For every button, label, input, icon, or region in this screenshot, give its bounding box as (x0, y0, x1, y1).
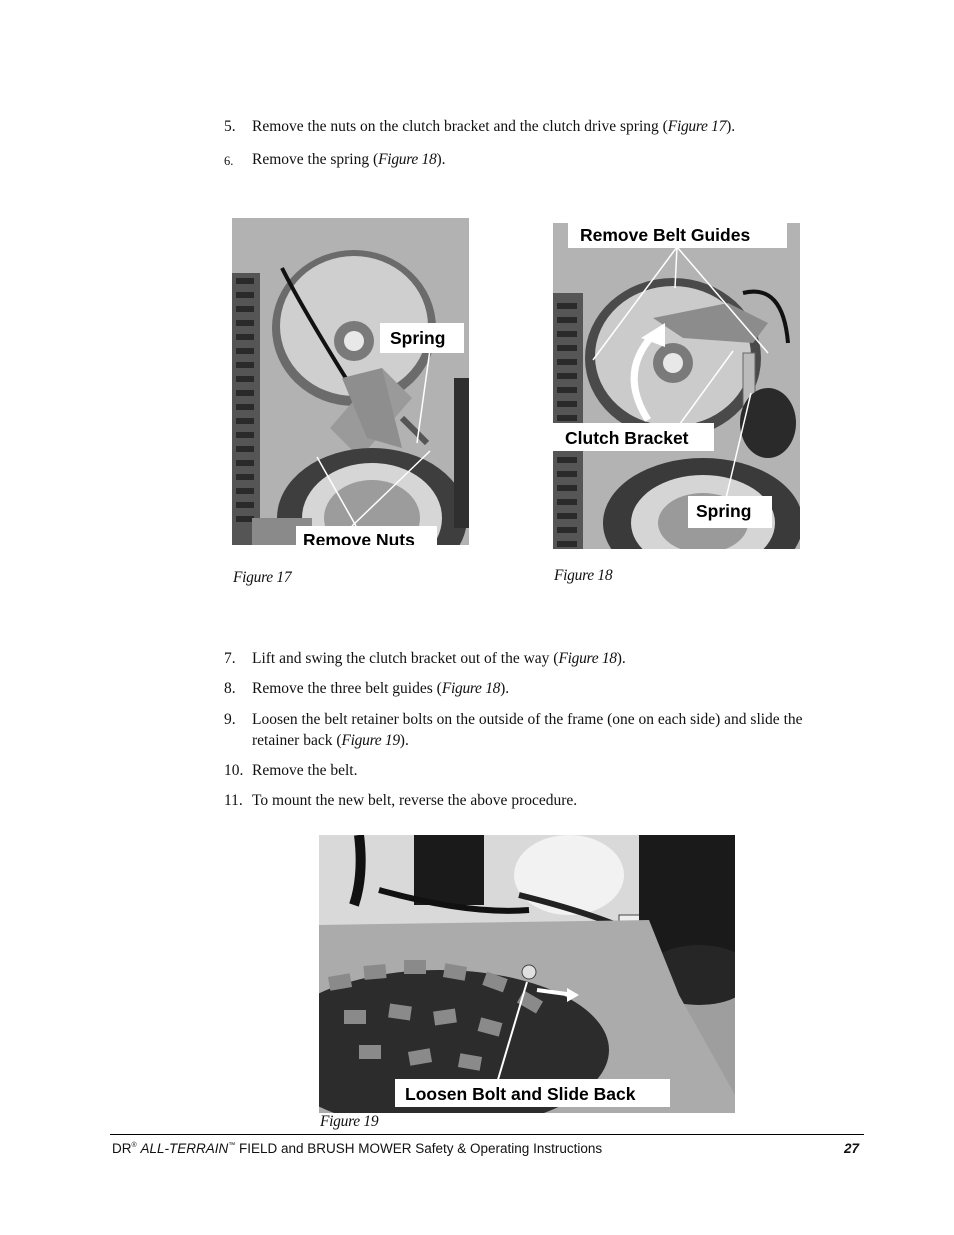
step-number: 10. (224, 762, 244, 779)
figure-19-caption: Figure 19 (320, 1113, 379, 1130)
figure-ref: Figure 17 (667, 118, 727, 135)
page-number: 27 (844, 1141, 860, 1156)
label-remove-nuts: Remove Nuts (296, 526, 437, 545)
step-text: Loosen the belt retainer bolts on the outside of the frame (one on each side) and slide the retainer back ( (252, 711, 803, 749)
label-remove-belt-guides: Remove Belt Guides (568, 223, 787, 248)
figure-19-photo (319, 835, 735, 1113)
step-text: Remove the three belt guides ( (252, 680, 442, 697)
figure-ref: Figure 18 (378, 151, 437, 168)
step-10 (224, 760, 824, 782)
step-number: 8. (224, 680, 236, 697)
step-text: To mount the new belt, reverse the above procedure. (252, 792, 578, 809)
step-6: 6. Remove the spring (Figure 18). (224, 149, 824, 171)
figure-ref: Figure 18 (558, 650, 617, 667)
step-5: 5. Remove the nuts on the clutch bracket and the clutch drive spring (Figure 17). (224, 118, 736, 135)
figure-18-photo (553, 223, 800, 549)
figure-ref: Figure 19 (341, 732, 400, 749)
step-text: Lift and swing the clutch bracket out of the way ( (252, 650, 559, 667)
figure-ref: Figure 18 (441, 680, 501, 697)
step-number: 6. (224, 154, 234, 168)
step-8: 8. Remove the three belt guides (Figure 18). (224, 680, 510, 697)
step-text: Remove the spring ( (252, 151, 379, 168)
footer-rule (110, 1134, 864, 1135)
figure-17-caption: Figure 17 (233, 569, 292, 586)
step-number: 11. (224, 792, 243, 809)
step-number: 5. (224, 118, 236, 135)
step-7: 7. Lift and swing the clutch bracket out of the way (Figure 18). (224, 650, 626, 667)
step-text: Remove the nuts on the clutch bracket and the clutch drive spring ( (252, 118, 668, 135)
label-spring: Spring (688, 496, 772, 528)
figure-17-photo (232, 218, 469, 545)
step-number: 7. (224, 650, 236, 667)
step-9: 9. Loosen the belt retainer bolts on the outside of the frame (one on each side) and slide the retainer back (Figure 19). (224, 711, 803, 749)
figure-18-caption: Figure 18 (554, 567, 613, 584)
footer-title: DR® ALL-TERRAIN™ FIELD and BRUSH MOWER Safety & Operating Instructions (112, 1141, 603, 1156)
label-spring: Spring (380, 323, 464, 353)
step-text: Remove the belt. (252, 762, 358, 779)
label-clutch-bracket: Clutch Bracket (553, 423, 714, 451)
label-loosen-bolt: Loosen Bolt and Slide Back (395, 1079, 670, 1107)
step-11 (224, 790, 824, 812)
step-number: 9. (224, 711, 236, 728)
